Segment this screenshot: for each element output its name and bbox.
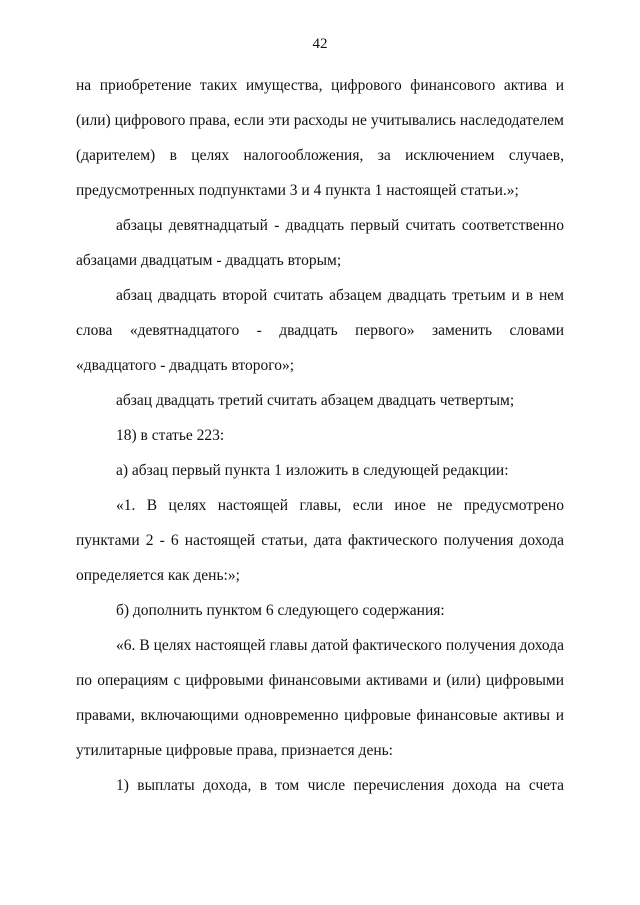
paragraph: абзац двадцать третий считать абзацем двадцать четвертым; — [116, 392, 515, 409]
paragraph: 18) в статье 223: — [116, 427, 225, 444]
page-number: 42 — [312, 36, 328, 52]
paragraph-continuation: на приобретение таких имущества, цифрового финансового актива и (или) цифрового права, если эти расходы не учитывались наследодателем (дарителем) в целях налогообложения, за исключением случаев, предусмотренных подпунктами 3 и 4 пункта 1 настоящей статьи.»; — [76, 77, 564, 199]
paragraph: а) абзац первый пункта 1 изложить в следующей редакции: — [116, 462, 509, 479]
paragraph: «1. В целях настоящей главы, если иное не предусмотрено пунктами 2 - 6 настоящей статьи, дата фактического получения дохода определяется как день:»; — [76, 497, 564, 584]
document-body — [76, 68, 564, 803]
paragraph: абзацы девятнадцатый - двадцать первый считать соответственно абзацами двадцатым - двадцать вторым; — [76, 217, 564, 269]
paragraph: «6. В целях настоящей главы датой фактического получения дохода по операциям с цифровыми финансовыми активами и (или) цифровыми правами, включающими одновременно цифровые финансовые активы и утилитарные цифровые права, признается день: — [76, 637, 564, 759]
paragraph: абзац двадцать второй считать абзацем двадцать третьим и в нем слова «девятнадцатого - двадцать первого» заменить словами «двадцатого - двадцать второго»; — [76, 287, 564, 374]
paragraph: б) дополнить пунктом 6 следующего содержания: — [116, 602, 445, 619]
paragraph: 1) выплаты дохода, в том числе перечисления дохода на счета — [116, 777, 564, 794]
